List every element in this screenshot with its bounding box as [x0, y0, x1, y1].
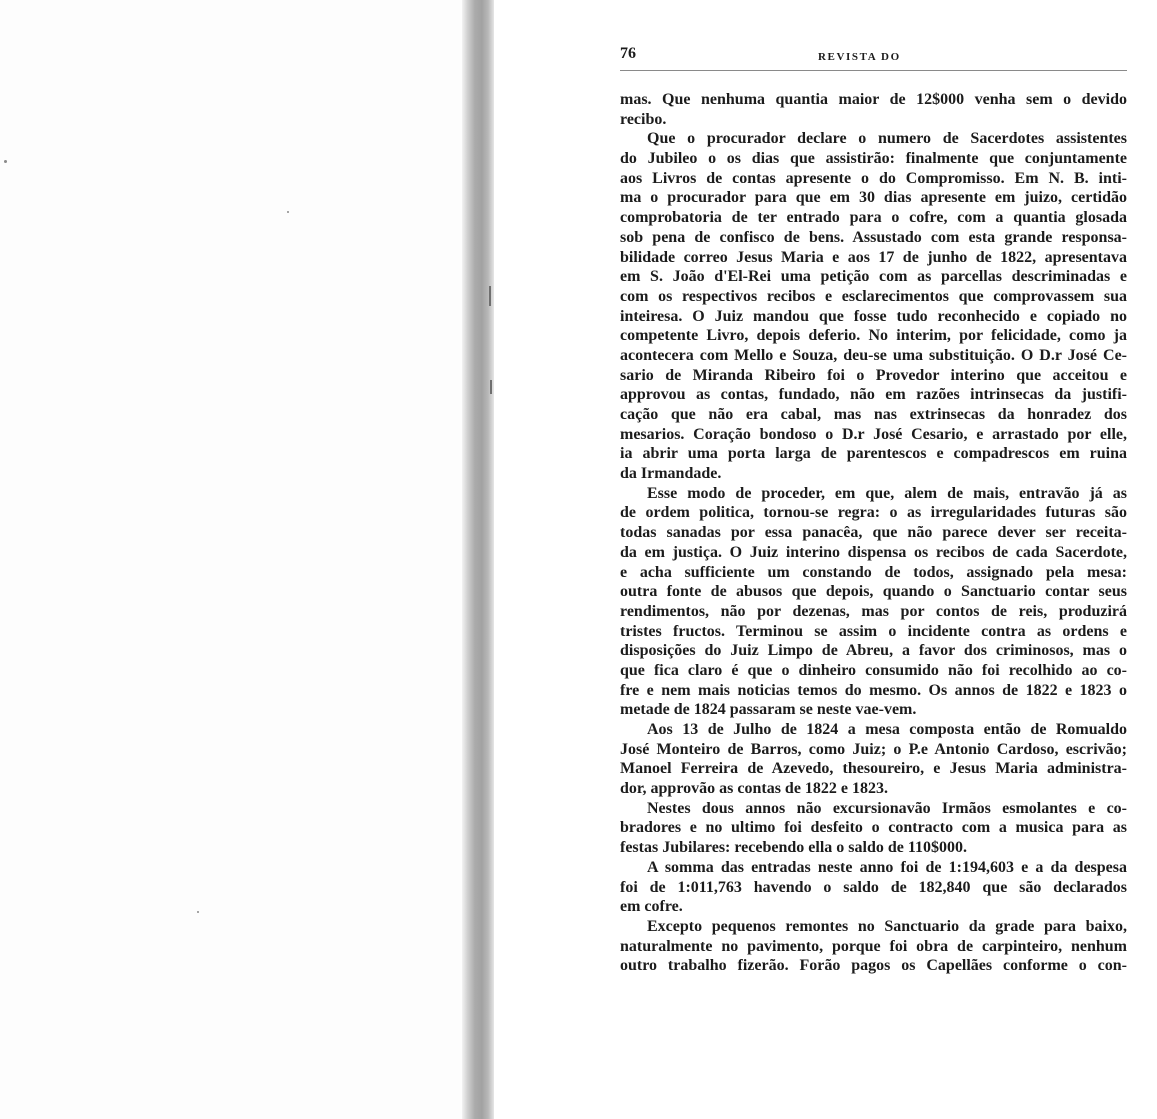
running-head: REVISTA DO — [818, 51, 901, 63]
text-line: de ordem politica, tornou-se regra: o as irregularidades futuras são — [620, 504, 1127, 522]
text-line: Nestes dous annos não excursionavão Irmãos esmolantes e co- — [647, 799, 1127, 817]
text-line: ma o procurador para que em 30 dias apresente em juizo, certidão — [620, 189, 1127, 207]
gutter-mark — [490, 380, 492, 394]
text-line: dor, approvão as contas de 1822 e 1823. — [620, 780, 889, 798]
text-line: sario de Miranda Ribeiro foi o Provedor interino que acceitou e — [620, 366, 1127, 384]
paragraph — [620, 90, 1127, 129]
text-line: Aos 13 de Julho de 1824 a mesa composta então de Romualdo — [647, 721, 1127, 738]
header-rule — [620, 70, 1127, 71]
text-line: Manoel Ferreira de Azevedo, thesoureiro, e Jesus Maria administra- — [620, 760, 1127, 778]
blank-left-page — [0, 0, 462, 1119]
text-line: approvou as contas, fundado, não em razões intrinsecas da justifi- — [620, 386, 1127, 404]
text-line: com os respectivos recibos e esclarecimentos que comprovassem sua — [620, 287, 1127, 305]
scan-speck — [4, 160, 7, 163]
text-line: rendimentos, não por dezenas, mas por contos de reis, produzirá — [620, 602, 1127, 620]
text-line: acontecera com Mello e Souza, deu-se uma substituição. O D.r José Ce- — [620, 346, 1127, 364]
gutter-mark — [489, 286, 491, 306]
scan-speck — [287, 211, 289, 213]
text-line: do Jubileo o os dias que assistirão: finalmente que conjuntamente — [620, 150, 1127, 168]
text-line: sob pena de confisco de bens. Assustado com esta grande responsa- — [620, 228, 1127, 246]
text-line: festas Jubilares: recebendo ella o saldo de 110$000. — [620, 839, 967, 857]
text-line: da Irmandade. — [620, 465, 722, 483]
text-line: José Monteiro de Barros, como Juiz; o P.e Antonio Cardoso, escrivão; — [620, 740, 1127, 758]
text-line: competente Livro, depois deferio. No interim, por felicidade, como ja — [620, 327, 1127, 345]
paragraph — [620, 917, 1127, 976]
text-line: metade de 1824 passaram se neste vae-vem. — [620, 701, 917, 719]
paragraph — [620, 484, 1127, 720]
text-line: em cofre. — [620, 898, 683, 916]
text-line: mesarios. Coração bondoso o D.r José Cesario, e arrastado por elle, — [620, 425, 1127, 443]
text-line: foi de 1:011,763 havendo o saldo de 182,840 que são declarados — [620, 878, 1127, 896]
text-line: comprobatoria de ter entrado para o cofre, com a quantia glosada — [620, 209, 1127, 227]
text-line: bradores e no ultimo foi desfeito o contracto com a musica para as — [620, 819, 1127, 837]
text-line: em S. João d'El-Rei uma petição com as parcellas descriminadas e — [620, 268, 1127, 286]
paragraph — [620, 858, 1127, 917]
body-text — [620, 90, 1127, 976]
text-line: disposições do Juiz Limpo de Abreu, a favor dos criminosos, mas o — [620, 642, 1127, 660]
text-line: naturalmente no pavimento, porque foi obra de carpinteiro, nenhum — [620, 937, 1127, 955]
text-line: outra fonte de abusos que depois, quando o Sanctuario contar seus — [620, 583, 1127, 601]
text-line: Que o procurador declare o numero de Sacerdotes assistentes — [647, 130, 1127, 148]
text-line: ia abrir uma porta larga de parentescos e compadrescos em ruina — [620, 445, 1127, 463]
text-line: Esse modo de proceder, em que, alem de mais, entravão já as — [647, 484, 1127, 502]
book-gutter-shadow — [462, 0, 494, 1119]
paragraph — [620, 799, 1127, 858]
text-line: Excepto pequenos remontes no Sanctuario da grade para baixo, — [647, 917, 1127, 935]
text-line: fre e nem mais noticias temos do mesmo. Os annos de 1822 e 1823 o — [620, 681, 1127, 699]
text-line: da em justiça. O Juiz interino dispensa os recibos de cada Sacerdote, — [620, 543, 1127, 561]
text-line: outro trabalho fizerão. Forão pagos os Capellães conforme o con- — [620, 957, 1127, 975]
text-line: aos Livros de contas apresente o do Compromisso. Em N. B. inti- — [620, 169, 1127, 187]
paragraph — [620, 720, 1127, 799]
scan-speck — [197, 911, 199, 913]
text-line: cação que não era cabal, mas nas extrinsecas da honradez dos — [620, 406, 1127, 423]
text-line: tristes fructos. Terminou se assim o incidente contra as ordens e — [620, 622, 1127, 640]
page-number: 76 — [620, 45, 636, 62]
text-line: todas sanadas por essa panacêa, que não parece dever ser receita- — [620, 524, 1127, 542]
paragraph — [620, 129, 1127, 483]
text-line: A somma das entradas neste anno foi de 1:194,603 e a da despesa — [647, 858, 1127, 876]
text-line: mas. Que nenhuma quantia maior de 12$000 venha sem o devido — [620, 91, 1127, 108]
text-line: recibo. — [620, 110, 667, 128]
text-line: inteiresa. O Juiz mandou que fosse tudo reconhecido e copiado no — [620, 307, 1127, 325]
text-line: e acha sufficiente um constando de todos, assignado pela mesa: — [620, 563, 1127, 581]
text-line: que fica claro é que o dinheiro consumido não foi recolhido ao co- — [620, 661, 1127, 679]
text-line: bilidade correo Jesus Maria e aos 17 de junho de 1822, apresentava — [620, 248, 1127, 266]
